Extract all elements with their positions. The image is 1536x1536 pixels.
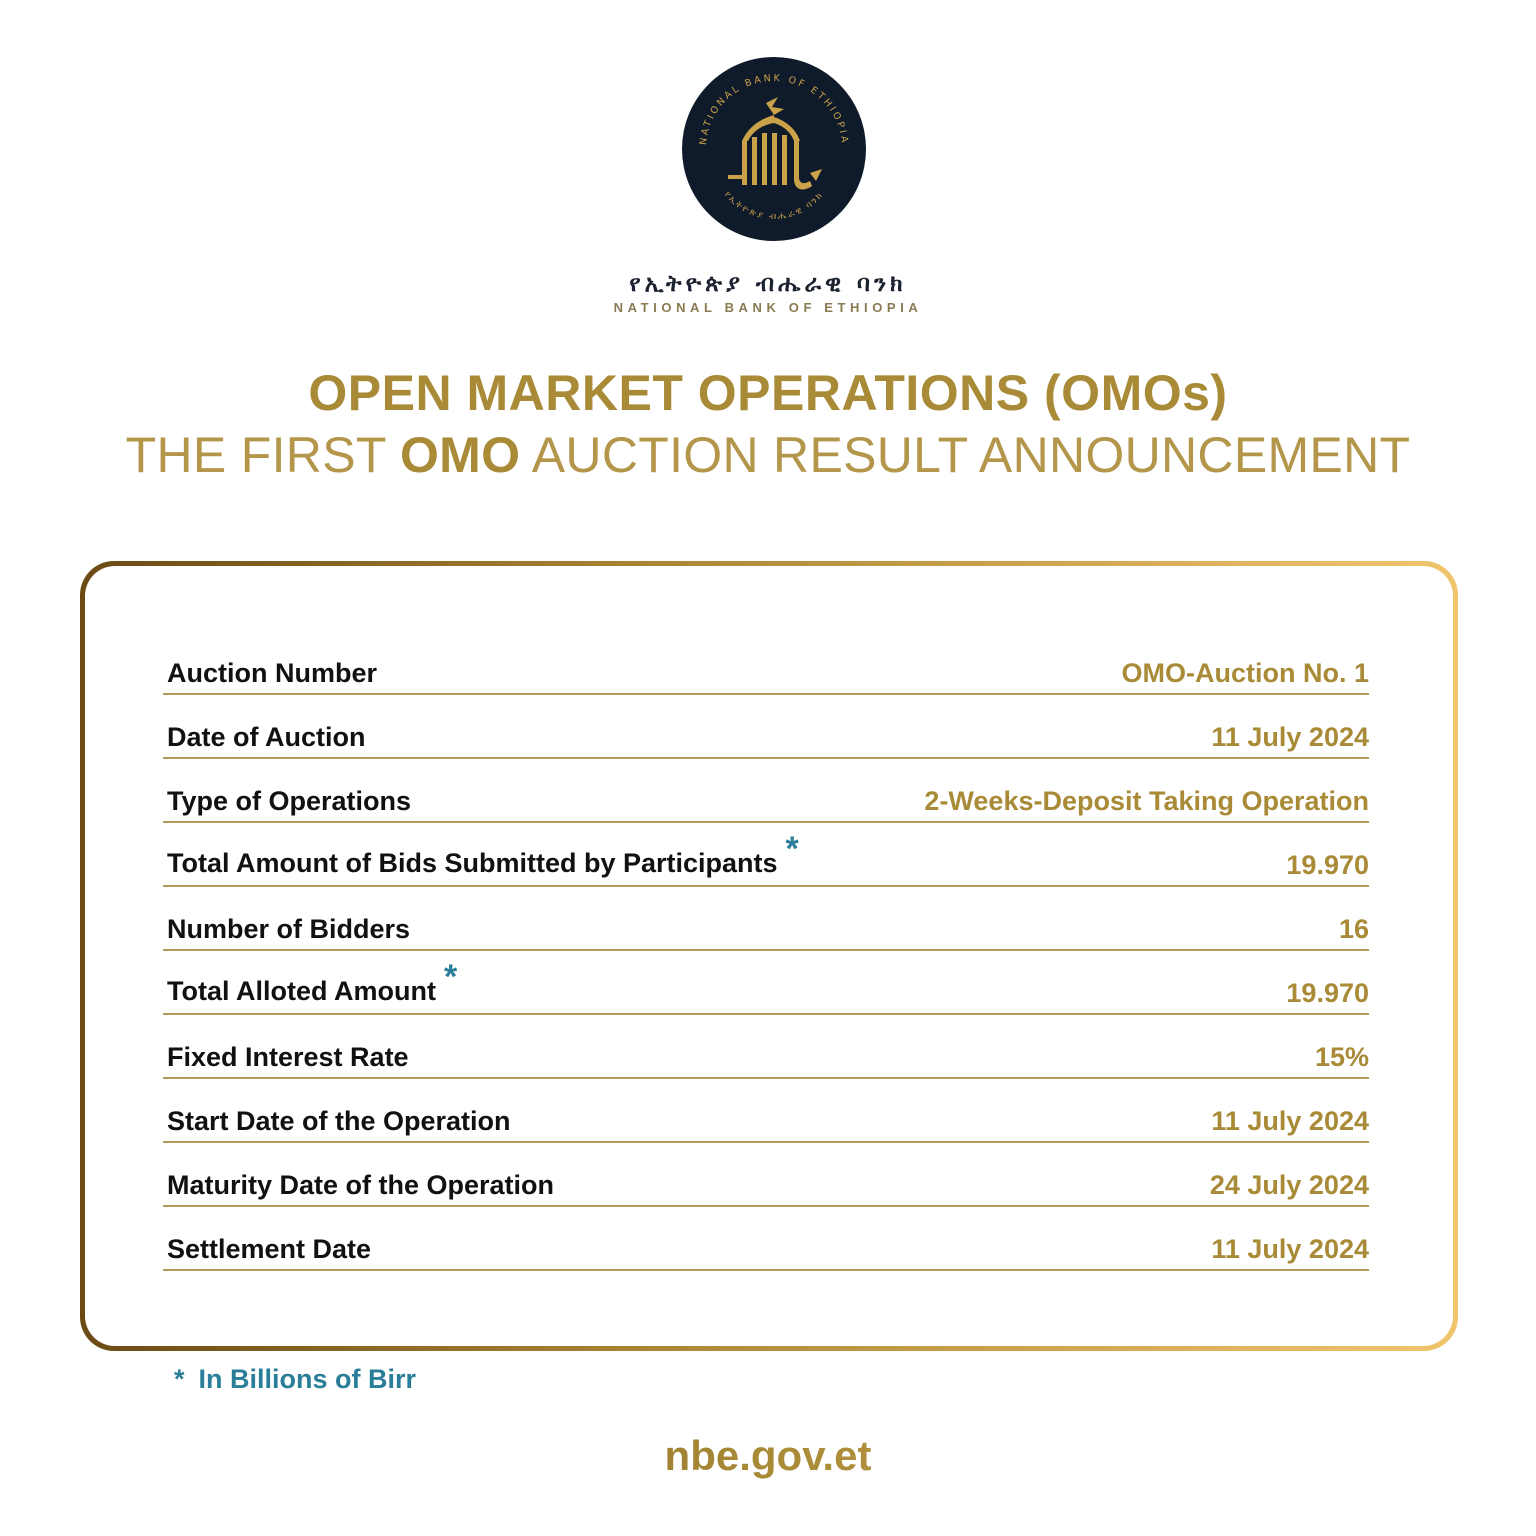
- row-label: Maturity Date of the Operation: [167, 1170, 555, 1200]
- row-label: Total Amount of Bids Submitted by Participants *: [167, 830, 799, 878]
- table-row: [163, 951, 1369, 1015]
- asterisk-icon: *: [785, 830, 799, 868]
- row-value: 19.970: [1286, 850, 1369, 880]
- row-value: 15%: [1314, 1042, 1369, 1072]
- row-value: 11 July 2024: [1211, 722, 1369, 752]
- subtitle-bold: OMO: [399, 427, 521, 483]
- nbe-seal-logo: [682, 57, 866, 241]
- asterisk-icon: *: [443, 958, 458, 996]
- english-bank-name: NATIONAL BANK OF ETHIOPIA: [613, 300, 923, 315]
- seal-ring-top-text: NATIONAL BANK OF ETHIOPIA: [697, 72, 850, 146]
- seal-ring-bottom-text: የኢትዮጵያ ብሔራዊ ባንክ: [722, 189, 826, 223]
- row-label: Start Date of the Operation: [167, 1106, 511, 1136]
- footnote-asterisk-icon: *: [174, 1364, 185, 1394]
- row-value: 11 July 2024: [1211, 1106, 1369, 1136]
- footnote-text: In Billions of Birr: [198, 1364, 417, 1394]
- row-value: 16: [1338, 914, 1369, 944]
- table-row: [163, 1143, 1369, 1207]
- footnote: [174, 1364, 416, 1395]
- subtitle-suffix: AUCTION RESULT ANNOUNCEMENT: [520, 427, 1411, 483]
- table-row: [163, 823, 1369, 887]
- row-value: 24 July 2024: [1209, 1170, 1369, 1200]
- table-row: [163, 631, 1369, 695]
- website-link[interactable]: nbe.gov.et: [0, 1432, 1536, 1480]
- row-label: Settlement Date: [167, 1234, 372, 1264]
- amharic-bank-name: የኢትዮጵያ ብሔራዊ ባንክ: [629, 271, 907, 297]
- page-title: OPEN MARKET OPERATIONS (OMOs): [308, 365, 1228, 421]
- table-row: [163, 887, 1369, 951]
- table-row: [163, 1015, 1369, 1079]
- row-value: 11 July 2024: [1211, 1234, 1369, 1264]
- row-label: Total Alloted Amount *: [167, 958, 458, 1006]
- table-row: [163, 759, 1369, 823]
- row-value: OMO-Auction No. 1: [1121, 658, 1369, 688]
- table-row: [163, 1079, 1369, 1143]
- subtitle-prefix: THE FIRST: [125, 427, 400, 483]
- row-label: Fixed Interest Rate: [167, 1042, 409, 1072]
- row-label: Number of Bidders: [167, 914, 411, 944]
- table-row: [163, 1207, 1369, 1271]
- page-subtitle: [0, 426, 1536, 484]
- row-value: 19.970: [1286, 978, 1369, 1008]
- row-value: 2-Weeks-Deposit Taking Operation: [924, 786, 1369, 816]
- row-label: Auction Number: [167, 658, 378, 688]
- row-label: Date of Auction: [167, 722, 366, 752]
- row-label: Type of Operations: [167, 786, 412, 816]
- table-row: [163, 695, 1369, 759]
